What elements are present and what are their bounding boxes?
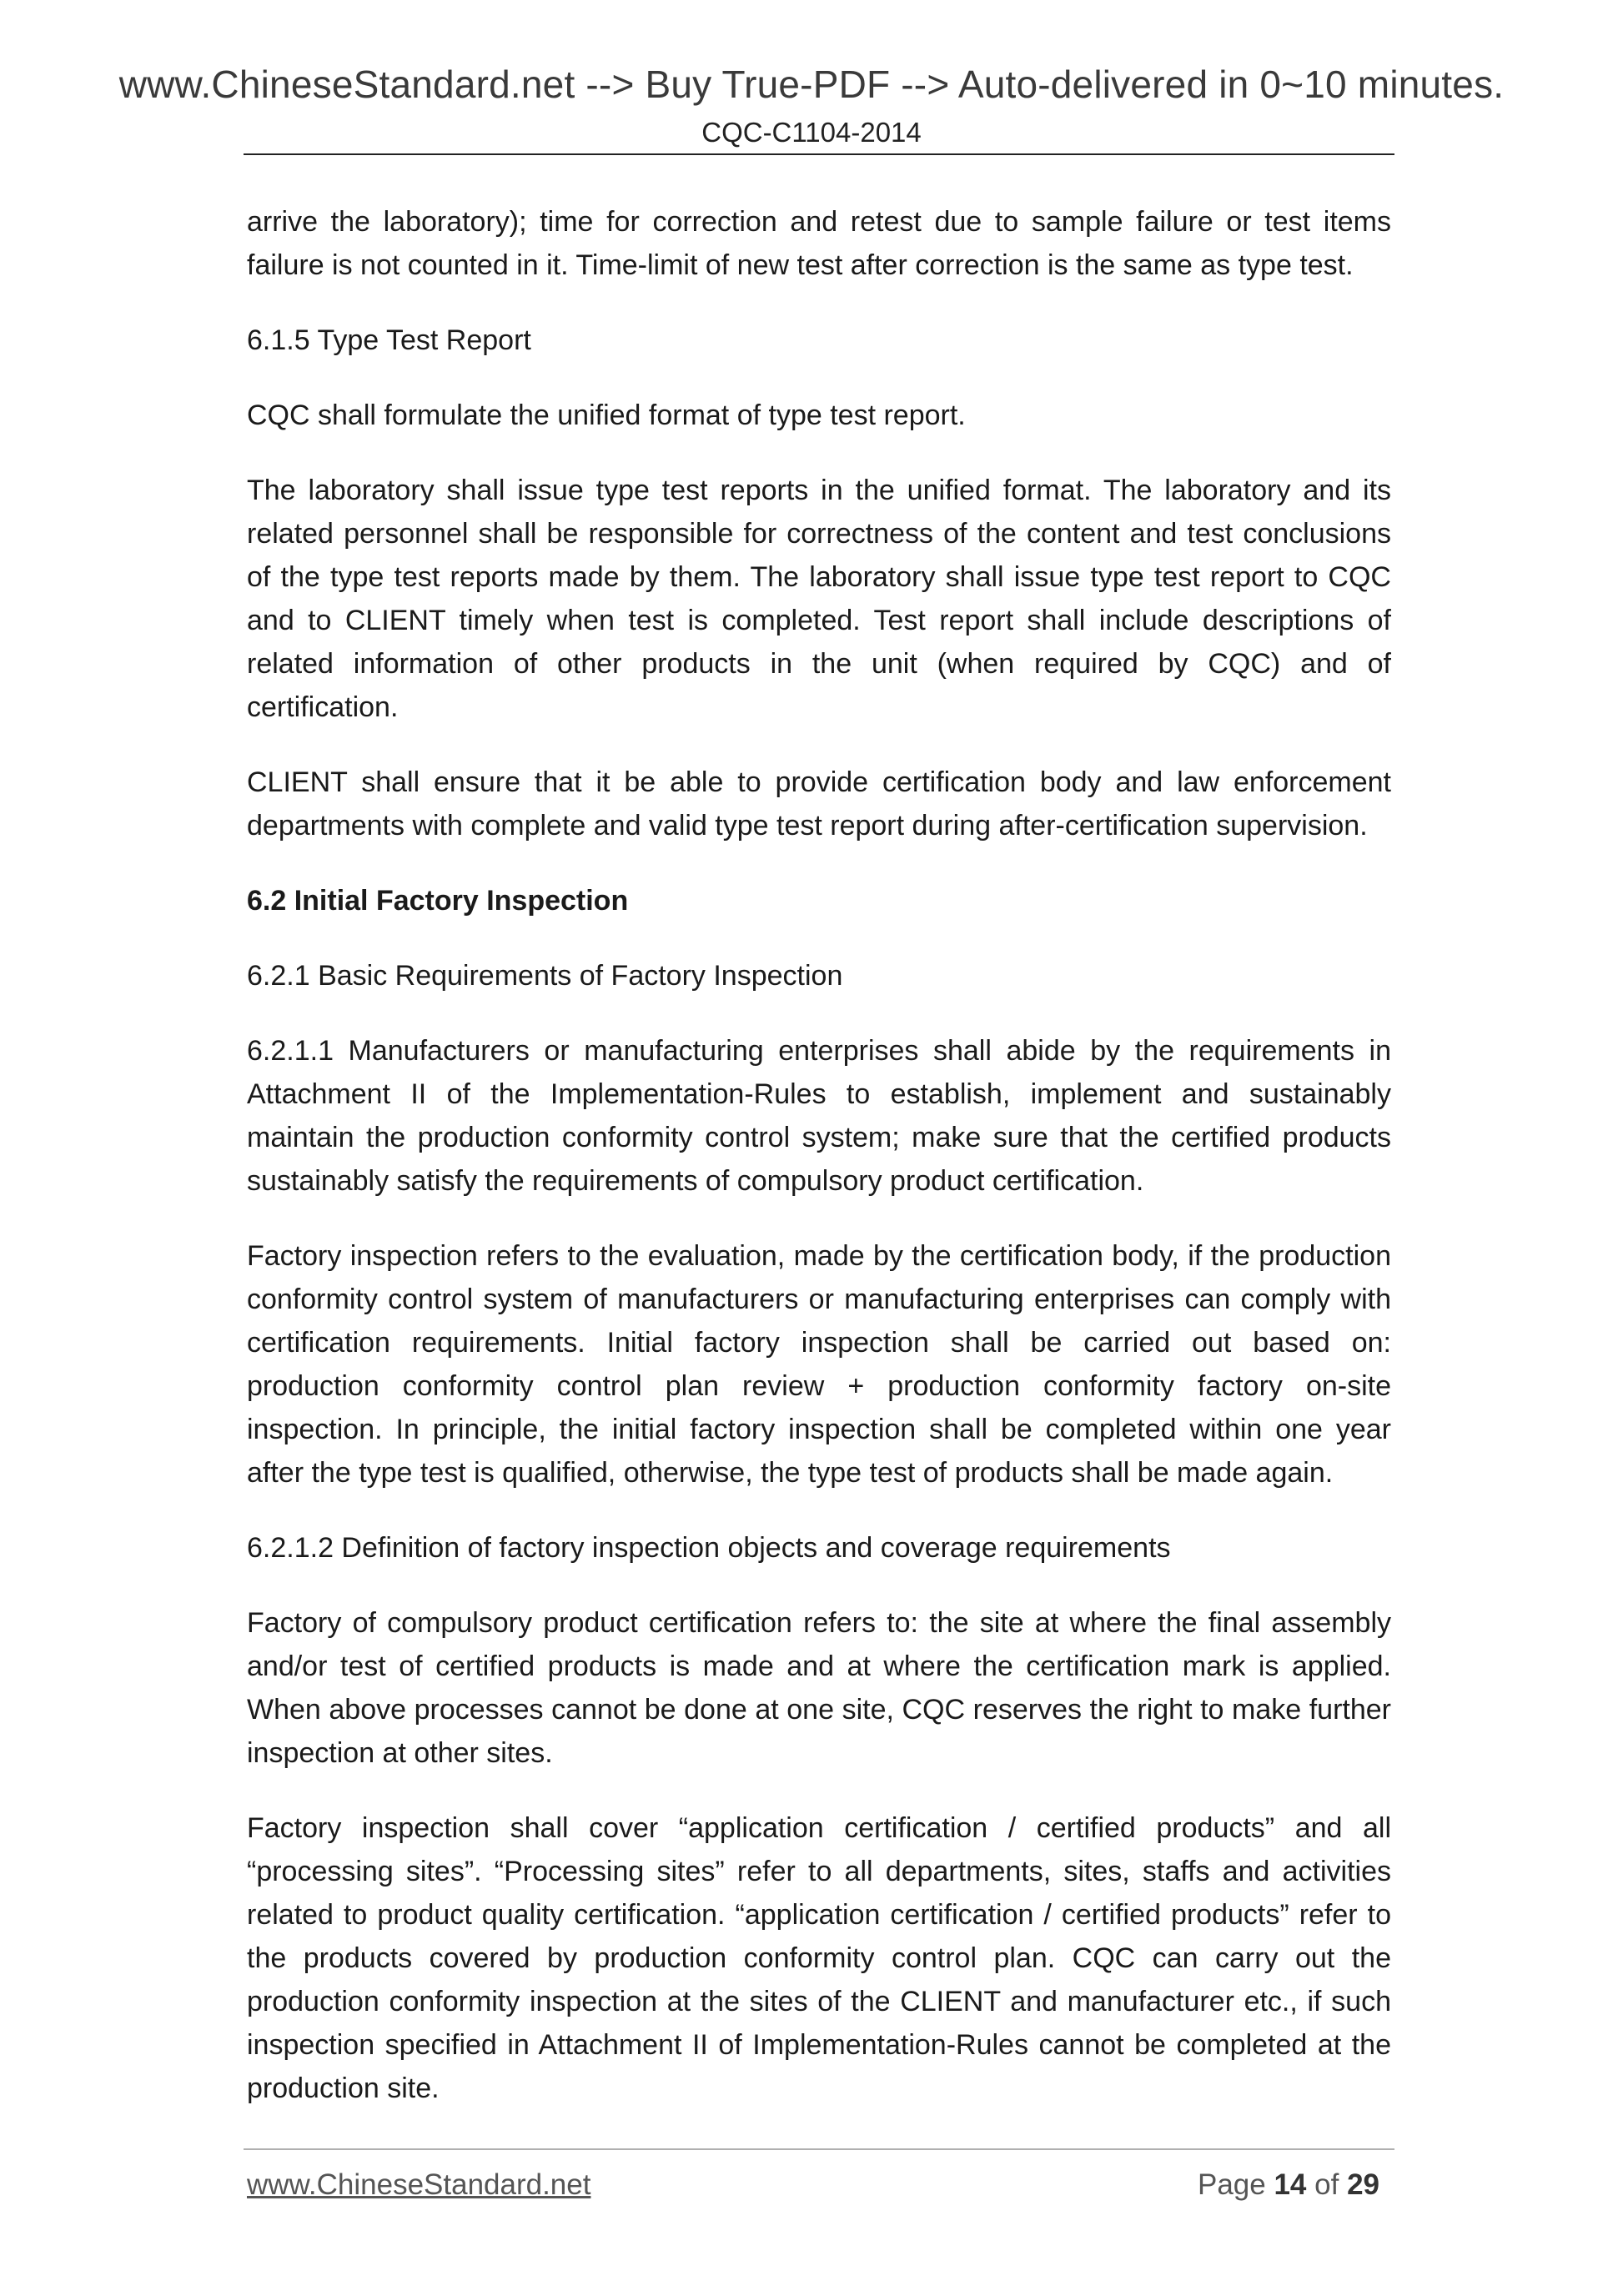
section-heading-6-1-5: 6.1.5 Type Test Report [247, 324, 531, 356]
page-total: 29 [1347, 2168, 1379, 2201]
header-banner: www.ChineseStandard.net --> Buy True-PDF --> Auto-delivered in 0~10 minutes. [118, 63, 1505, 106]
paragraph-factory-inspection: Factory inspection refers to the evaluation, made by the certification body, if the production conformity control system of manufacturers or manufacturing enterprises can comply with certification requirements. Initial factory inspection shall be carried out based on: production conformity control plan review + production conformity factory on-site inspection. In principle, the initial factory inspection shall be completed within one year after the type test is qualified, otherwise, the type test of products shall be made again. [247, 1240, 1391, 1489]
header-divider [244, 153, 1394, 155]
document-body [247, 200, 1391, 2110]
document-id: CQC-C1104-2014 [701, 117, 922, 148]
paragraph-laboratory-reports: The laboratory shall issue type test reports in the unified format. The laboratory and its related personnel shall be responsible for correctness of the content and test conclusions of the type test reports made by them. The laboratory shall issue type test report to CQC and to CLIENT timely when test is completed. Test report shall include descriptions of related information of other products in the unit (when required by CQC) and of certification. [247, 475, 1391, 723]
page-number: 14 [1274, 2168, 1307, 2201]
page-label: Page [1197, 2168, 1266, 2201]
paragraph-inspection-coverage: Factory inspection shall cover “application certification / certified products” and all “processing sites”. “Processing sites” refer to all departments, sites, staffs and activities related to product quality certification. “application certification / certified products” refer to the products covered by production conformity control plan. CQC can carry out the production conformity inspection at the sites of the CLIENT and manufacturer etc., if such inspection specified in Attachment II of Implementation-Rules cannot be completed at the production site. [247, 1812, 1391, 2104]
section-heading-6-2-1: 6.2.1 Basic Requirements of Factory Inspection [247, 960, 843, 992]
paragraph-6-2-1-1: 6.2.1.1 Manufacturers or manufacturing enterprises shall abide by the requirements in Attachment II of the Implementation-Rules to establish, implement and sustainably maintain the production conformity control system; make sure that the certified products sustainably satisfy the requirements of compulsory product certification. [247, 1035, 1391, 1197]
section-heading-6-2: 6.2 Initial Factory Inspection [247, 885, 629, 917]
footer-website-link[interactable]: www.ChineseStandard.net [247, 2168, 591, 2201]
section-heading-6-2-1-2: 6.2.1.2 Definition of factory inspection objects and coverage requirements [247, 1532, 1171, 1564]
paragraph-report-format: CQC shall formulate the unified format of type test report. [247, 399, 966, 431]
paragraph-time-limit: arrive the laboratory); time for correction and retest due to sample failure or test items failure is not counted in it. Time-limit of new test after correction is the same as type test. [247, 206, 1391, 281]
page-indicator [1198, 2168, 1379, 2202]
paragraph-client-report: CLIENT shall ensure that it be able to provide certification body and law enforcement departments with complete and valid type test report during after-certification supervision. [247, 766, 1391, 842]
page-of-label: of [1314, 2168, 1339, 2201]
footer-divider [244, 2148, 1394, 2150]
paragraph-factory-definition: Factory of compulsory product certification refers to: the site at where the final assembly and/or test of certified products is made and at where the certification mark is applied. When above processes cannot be done at one site, CQC reserves the right to make further inspection at other sites. [247, 1607, 1391, 1769]
